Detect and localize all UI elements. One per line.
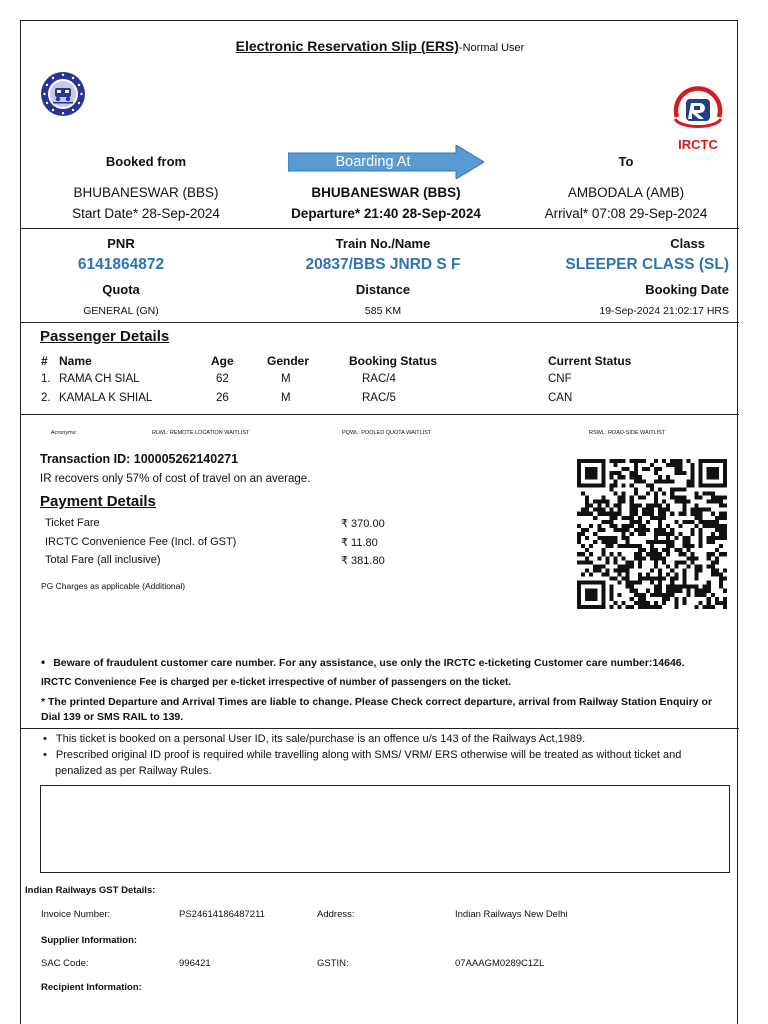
passenger-name: RAMA CH SIAL [59, 373, 140, 385]
address-label: Address: [317, 909, 355, 920]
payment-amount: ₹ 381.80 [341, 555, 385, 567]
rule-bullet-1 [43, 733, 585, 745]
fraud-notice-text: Beware of fraudulent customer care number. For any assistance, use only the IRCTC e-ticketing Customer care number:14646. [53, 657, 685, 669]
recovery-note: IR recovers only 57% of cost of travel on an average. [40, 473, 311, 485]
irctc-logo-text: IRCTC [678, 137, 718, 152]
passenger-num: 2. [41, 392, 51, 404]
passenger-name: KAMALA K SHIAL [59, 392, 153, 404]
indian-railways-emblem-icon [40, 71, 86, 117]
booking-date-label: Booking Date [645, 282, 729, 297]
invoice-label: Invoice Number: [41, 909, 111, 920]
quota-label: Quota [102, 282, 140, 297]
bullet-icon: • [43, 733, 47, 745]
passenger-num: 1. [41, 373, 51, 385]
distance-label: Distance [355, 282, 411, 297]
divider [21, 414, 739, 415]
to-station: AMBODALA (AMB) [567, 185, 685, 200]
train-label: Train No./Name [335, 236, 431, 251]
start-date: Start Date* 28-Sep-2024 [72, 206, 220, 221]
convenience-notice: IRCTC Convenience Fee is charged per e-ticket irrespective of number of passengers on the ticket. [41, 677, 512, 688]
blank-box [40, 785, 730, 873]
qr-code-icon [577, 459, 727, 609]
bullet-icon: • [43, 749, 47, 761]
divider [21, 228, 739, 229]
sac-value: 996421 [179, 958, 211, 969]
timing-notice-line-2: Dial 139 or SMS RAIL to 139. [41, 711, 184, 723]
fraud-notice [41, 655, 685, 669]
passenger-age: 62 [216, 373, 229, 385]
rule-bullet-2-text: Prescribed original ID proof is required while travelling along with SMS/ VRM/ ERS otherwise will be treated as without ticket and [55, 749, 682, 761]
col-header-gender: Gender [267, 354, 310, 368]
pnr-value: 6141864872 [77, 256, 165, 273]
gstin-value: 07AAAGM0289C1ZL [455, 958, 545, 969]
rule-bullet-1-text: This ticket is booked on a personal User ID, its sale/purchase is an offence u/s 143 of the Railways Act,1989. [55, 733, 586, 745]
col-header-num: # [41, 354, 48, 368]
invoice-value: PS24614186487211 [179, 909, 265, 920]
class-label: Class [670, 236, 705, 251]
irctc-logo-icon [667, 77, 729, 161]
passenger-current-status: CNF [548, 373, 572, 385]
acronym-rlwl: RLWL: REMOTE LOCATION WAITLIST [152, 430, 250, 436]
departure-time: Departure* 21:40 28-Sep-2024 [291, 206, 481, 221]
passenger-age: 26 [216, 392, 229, 404]
from-station: BHUBANESWAR (BBS) [73, 185, 219, 200]
passenger-gender: M [281, 392, 291, 404]
train-value: 20837/BBS JNRD S F [305, 256, 461, 273]
quota-value: GENERAL (GN) [83, 305, 159, 317]
pnr-label: PNR [107, 236, 135, 251]
bullet-icon: • [41, 655, 46, 669]
rule-bullet-2-continued: penalized as per Railway Rules. [55, 765, 212, 777]
divider [21, 728, 739, 729]
to-label: To [618, 154, 634, 169]
divider [21, 322, 739, 323]
arrival-time: Arrival* 07:08 29-Sep-2024 [544, 206, 708, 221]
acronym-rswl: RSWL: ROAD-SIDE WAITLIST [589, 430, 666, 436]
passenger-booking-status: RAC/5 [362, 392, 396, 404]
boarding-station: BHUBANESWAR (BBS) [311, 185, 461, 200]
supplier-title: Supplier Information: [41, 935, 138, 946]
passenger-current-status: CAN [548, 392, 573, 404]
payment-amount: ₹ 370.00 [341, 518, 385, 530]
rule-bullet-2 [43, 749, 681, 761]
distance-value: 585 KM [364, 305, 402, 317]
payment-amount: ₹ 11.80 [341, 537, 378, 549]
title-main: Electronic Reservation Slip (ERS) [235, 38, 459, 54]
payment-label: Ticket Fare [45, 517, 100, 529]
booking-date-value: 19-Sep-2024 21:02:17 HRS [599, 305, 729, 317]
ers-ticket-frame [20, 20, 738, 1024]
col-header-age: Age [211, 354, 234, 368]
payment-label: Total Fare (all inclusive) [45, 554, 161, 566]
class-value: SLEEPER CLASS (SL) [565, 256, 729, 273]
recipient-title: Recipient Information: [41, 982, 142, 993]
passenger-booking-status: RAC/4 [362, 373, 396, 385]
boarding-at-label: Boarding At [335, 154, 411, 170]
pg-charges-note: PG Charges as applicable (Additional) [41, 581, 186, 591]
document-title [21, 38, 739, 54]
passenger-gender: M [281, 373, 291, 385]
transaction-id: Transaction ID: 100005262140271 [40, 452, 239, 466]
col-header-current-status: Current Status [548, 354, 632, 368]
gstin-label: GSTIN: [317, 958, 349, 969]
payment-label: IRCTC Convenience Fee (Incl. of GST) [45, 536, 237, 548]
timing-notice-line-1: * The printed Departure and Arrival Times are liable to change. Please Check correct departure, arrival from Railway Station Enquiry or [41, 696, 713, 708]
passenger-details-title: Passenger Details [40, 328, 170, 345]
sac-label: SAC Code: [41, 958, 89, 969]
title-suffix: -Normal User [458, 42, 525, 54]
gst-title: Indian Railways GST Details: [25, 885, 156, 896]
acronym-pqwl: PQWL: POOLED QUOTA WAITLIST [342, 430, 432, 436]
col-header-booking-status: Booking Status [349, 354, 438, 368]
col-header-name: Name [59, 354, 92, 368]
payment-details-title: Payment Details [40, 493, 156, 510]
acronyms-label: Acronyms: [51, 430, 77, 436]
address-value: Indian Railways New Delhi [455, 909, 568, 920]
booked-from-label: Booked from [105, 154, 187, 169]
